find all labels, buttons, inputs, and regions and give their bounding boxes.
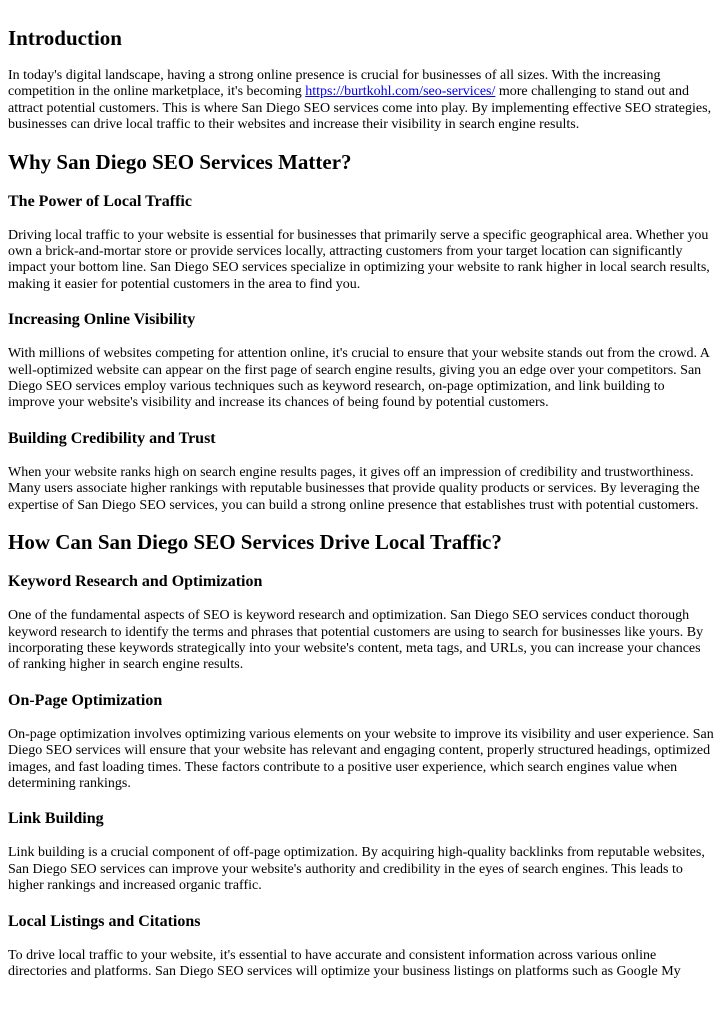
subheading-on-page-optimization: On-Page Optimization — [8, 691, 163, 709]
paragraph-power-of-local-traffic: Driving local traffic to your website is essential for businesses that primarily serve a specific geographical area. Whether you own a brick-and-mortar store or provide services locally, attracting customers from your target location can significantly impact your bottom line. San Diego SEO services specialize in optimizing your website to rank higher in local search results, making it easier for potential customers in the area to find you. — [8, 227, 710, 292]
subheading-credibility-trust: Building Credibility and Trust — [8, 429, 216, 447]
subheading-link-building: Link Building — [8, 810, 104, 828]
section-heading-introduction: Introduction — [8, 26, 122, 50]
seo-services-link[interactable]: https://burtkohl.com/seo-services/ — [305, 84, 496, 100]
paragraph-on-page-optimization: On-page optimization involves optimizing various elements on your website to improve its visibility and user experience. San Diego SEO services will ensure that your website has relevant and engaging content, properly structured headings, optimized images, and fast loading times. These factors contribute to a positive user experience, which search engines value when determining rankings. — [8, 726, 714, 791]
paragraph-introduction — [8, 68, 714, 134]
paragraph-keyword-research: One of the fundamental aspects of SEO is keyword research and optimization. San Diego SEO services conduct thorough keyword research to identify the terms and phrases that potential customers are using to search for businesses like yours. By incorporating these keywords strategically into your website's content, meta tags, and URLs, you can increase your chances of ranking higher in search engine results. — [8, 608, 704, 673]
paragraph-text: more challenging to stand out and attract potential customers. This is where San Diego SEO services come into play. By implementing effective SEO strategies, businesses can drive local traffic to their websites and increase their visibility in search engine results. — [8, 84, 712, 133]
paragraph-credibility-trust: When your website ranks high on search engine results pages, it gives off an impression of credibility and trustworthiness. Many users associate higher rankings with reputable businesses that provide quality products or services. By leveraging the expertise of San Diego SEO services, you can build a strong online presence that establishes trust with potential customers. — [8, 464, 700, 513]
paragraph-online-visibility: With millions of websites competing for attention online, it's crucial to ensure that your website stands out from the crowd. A well-optimized website can appear on the first page of search engine results, giving you an edge over your competitors. San Diego SEO services employ various techniques such as keyword research, on-page optimization, and link building to improve your website's visibility and increase its chances of being found by potential customers. — [8, 346, 710, 411]
subheading-local-listings: Local Listings and Citations — [8, 912, 201, 930]
subheading-keyword-research: Keyword Research and Optimization — [8, 573, 263, 591]
paragraph-local-listings: To drive local traffic to your website, it's essential to have accurate and consistent information across various online directories and platforms. San Diego SEO services will optimize your business listings on platforms such as Google My — [8, 947, 681, 979]
subheading-power-of-local-traffic: The Power of Local Traffic — [8, 192, 192, 210]
subheading-online-visibility: Increasing Online Visibility — [8, 311, 196, 329]
section-heading-how-drive-traffic: How Can San Diego SEO Services Drive Local Traffic? — [8, 530, 502, 555]
paragraph-link-building: Link building is a crucial component of off-page optimization. By acquiring high-quality backlinks from reputable websites, San Diego SEO services can improve your website's authority and credibility in the eyes of search engines. This leads to higher rankings and increased organic traffic. — [8, 845, 705, 894]
section-heading-why-matter: Why San Diego SEO Services Matter? — [8, 149, 352, 174]
paragraph-text: In today's digital landscape, having a strong online presence is crucial for businesses of all sizes. With the increasing competition in the online marketplace, it's becoming — [8, 68, 661, 100]
